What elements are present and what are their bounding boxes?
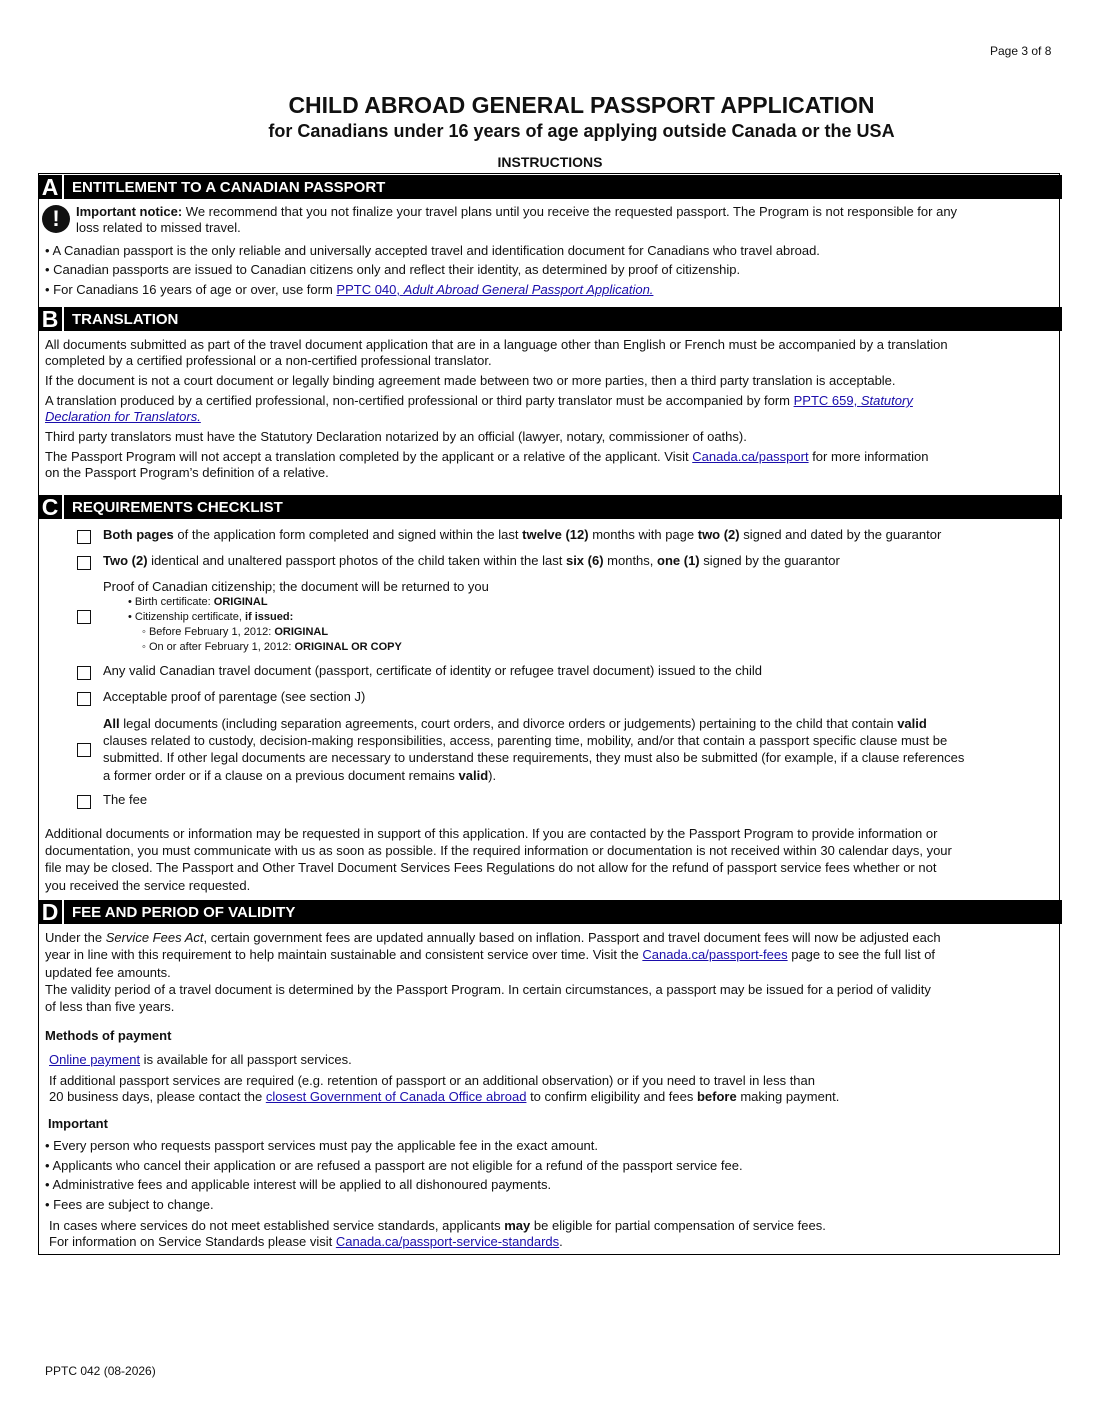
fee-p2-line1: The validity period of a travel document is determined by the Passport Program. In certain circumstances, a passport may be issued for a period of validity [45, 982, 931, 997]
citizenship-sub-4: ◦ On or after February 1, 2012: ORIGINAL OR COPY [142, 641, 402, 653]
pptc-659-link[interactable]: PPTC 659, Statutory [793, 393, 913, 408]
entitlement-bullet-2: • Canadian passports are issued to Canadian citizens only and reflect their identity, as determined by proof of citizenship. [45, 262, 741, 277]
methods-of-payment-heading: Methods of payment [45, 1028, 172, 1043]
notice-text: We recommend that you not finalize your travel plans until you receive the requested passport. The Program is not responsible for any [182, 204, 958, 219]
closest-office-link[interactable]: closest Government of Canada Office abroad [265, 1089, 527, 1104]
section-d-header [38, 900, 1062, 924]
checkbox-fee[interactable] [77, 795, 91, 809]
additional-docs-line2: documentation, you must communicate with us as soon as possible. If the required information or documentation is not received within 30 calendar days, your [45, 843, 952, 858]
section-c-header [38, 495, 1062, 519]
online-payment-link[interactable]: Online payment [49, 1052, 141, 1067]
exclamation-icon: ! [42, 205, 70, 233]
additional-docs-line1: Additional documents or information may be requested in support of this application. If you are contacted by the Passport Program to provide information or [45, 826, 938, 841]
section-a-header [38, 175, 1062, 199]
bullet3-text: • For Canadians 16 years of age or over, use form [45, 282, 337, 297]
fee-p1-line2: year in line with this requirement to help maintain sustainable and consistent service over time. Visit the Canada.ca/passport-fees page to see the full list of [45, 947, 936, 962]
online-payment-line: Online payment is available for all passport services. [49, 1052, 352, 1067]
checklist-item-2: Two (2) identical and unaltered passport photos of the child taken within the last six (6) months, one (1) signed by the guarantor [103, 553, 840, 568]
translation-p3-line2 [45, 409, 201, 425]
important-heading: Important [48, 1116, 108, 1131]
service-standards-link[interactable]: Canada.ca/passport-service-standards [335, 1234, 560, 1249]
checkbox-passport-photos[interactable] [77, 556, 91, 570]
checkbox-parentage-proof[interactable] [77, 692, 91, 706]
fee-p2-line2: of less than five years. [45, 999, 175, 1014]
section-b-header [38, 307, 1062, 331]
section-d-title: FEE AND PERIOD OF VALIDITY [72, 904, 296, 921]
statutory-declaration-link[interactable]: Declaration for Translators. [45, 409, 201, 424]
additional-docs-line4: you received the service requested. [45, 878, 251, 893]
checklist-item-1: Both pages of the application form completed and signed within the last twelve (12) months with page two (2) signed and dated by the guarantor [103, 527, 942, 542]
section-d-letter: D [38, 900, 64, 924]
canada-passport-link[interactable]: Canada.ca/passport [692, 449, 809, 464]
service-standards-line: For information on Service Standards please visit Canada.ca/passport-service-standards. [49, 1234, 563, 1249]
translation-p5-line2: on the Passport Program’s definition of a relative. [45, 465, 329, 480]
additional-services-line1: If additional passport services are required (e.g. retention of passport or an additional observation) or if you need to travel in less than [49, 1073, 815, 1088]
important-bullet-2: • Applicants who cancel their application or are refused a passport are not eligible for a refund of the passport service fee. [45, 1158, 743, 1173]
checkbox-legal-documents[interactable] [77, 743, 91, 757]
translation-p4: Third party translators must have the Statutory Declaration notarized by an official (lawyer, notary, commissioner of oaths). [45, 429, 747, 444]
checklist-item-6-line2: clauses related to custody, decision-making responsibilities, access, parenting time, mobility, and/or that contain a passport specific clause must be [103, 733, 948, 748]
passport-fees-link[interactable]: Canada.ca/passport-fees [642, 947, 788, 962]
additional-services-line2: 20 business days, please contact the closest Government of Canada Office abroad to confirm eligibility and fees before making payment. [49, 1089, 840, 1104]
checklist-item-3: Proof of Canadian citizenship; the document will be returned to you [103, 579, 489, 594]
translation-p1-line1: All documents submitted as part of the travel document application that are in a language other than English or French must be accompanied by a translation [45, 337, 948, 352]
important-bullet-4: • Fees are subject to change. [45, 1197, 214, 1212]
section-b-letter: B [38, 307, 64, 331]
checkbox-travel-document[interactable] [77, 666, 91, 680]
section-b-title: TRANSLATION [72, 311, 179, 328]
checkbox-citizenship-proof[interactable] [77, 610, 91, 624]
citizenship-sub-3: ◦ Before February 1, 2012: ORIGINAL [142, 626, 329, 638]
checklist-item-6: All legal documents (including separation agreements, court orders, and divorce orders or judgements) pertaining to the child that contain valid [103, 716, 927, 731]
citizenship-sub-1: • Birth certificate: ORIGINAL [128, 596, 268, 608]
checklist-item-7: The fee [103, 792, 148, 807]
citizenship-sub-2: • Citizenship certificate, if issued: [128, 611, 294, 623]
translation-p5: The Passport Program will not accept a translation completed by the applicant or a relative of the applicant. Visit Canada.ca/passport for more information [45, 449, 929, 464]
important-bullet-3: • Administrative fees and applicable interest will be applied to all dishonoured payments. [45, 1177, 552, 1192]
important-notice [76, 204, 957, 220]
section-a-title: ENTITLEMENT TO A CANADIAN PASSPORT [72, 179, 386, 196]
fee-p1-line3: updated fee amounts. [45, 965, 171, 980]
fee-p1-line1: Under the Service Fees Act, certain government fees are updated annually based on inflation. Passport and travel document fees will now be adjusted each [45, 930, 941, 945]
form-title: CHILD ABROAD GENERAL PASSPORT APPLICATION [288, 92, 875, 118]
additional-docs-line3: file may be closed. The Passport and Other Travel Document Services Fees Regulations do not allow for the refund of passport service fees whether or not [45, 860, 937, 875]
important-bullet-1: • Every person who requests passport services must pay the applicable fee in the exact amount. [45, 1138, 599, 1153]
checklist-item-6-line4: a former order or if a clause on a previous document remains valid). [103, 768, 497, 783]
translation-p1-line2: completed by a certified professional or a non-certified professional translator. [45, 353, 492, 368]
compensation-line: In cases where services do not meet established service standards, applicants may be eligible for partial compensation of service fees. [49, 1218, 826, 1233]
form-code: PPTC 042 (08-2026) [45, 1364, 156, 1378]
page-number: Page 3 of 8 [990, 44, 1052, 58]
translation-p3: A translation produced by a certified professional, non-certified professional or third party translator must be accompanied by form PPTC 659, Statutory [45, 393, 913, 408]
section-a-letter: A [38, 175, 64, 199]
pptc-040-link[interactable]: PPTC 040, Adult Abroad General Passport Application. [336, 282, 654, 297]
notice-label: Important notice: [76, 204, 183, 219]
checklist-item-4: Any valid Canadian travel document (passport, certificate of identity or refugee travel document) issued to the child [103, 663, 763, 678]
section-c-letter: C [38, 495, 64, 519]
entitlement-bullet-1: • A Canadian passport is the only reliable and universally accepted travel and identification document for Canadians who travel abroad. [45, 243, 820, 258]
entitlement-bullet-3 [45, 282, 653, 298]
checklist-item-6-line3: submitted. If other legal documents are necessary to understand these requirements, they must also be submitted (for example, if a clause references [103, 750, 965, 765]
form-subtitle: for Canadians under 16 years of age applying outside Canada or the USA [268, 121, 895, 141]
instructions-heading: INSTRUCTIONS [497, 154, 603, 170]
translation-p2: If the document is not a court document or legally binding agreement made between two or more parties, then a third party translation is acceptable. [45, 373, 896, 388]
checkbox-application-pages[interactable] [77, 530, 91, 544]
section-c-title: REQUIREMENTS CHECKLIST [72, 499, 283, 516]
checklist-item-5: Acceptable proof of parentage (see section J) [103, 689, 366, 704]
notice-text-line2: loss related to missed travel. [76, 220, 241, 235]
